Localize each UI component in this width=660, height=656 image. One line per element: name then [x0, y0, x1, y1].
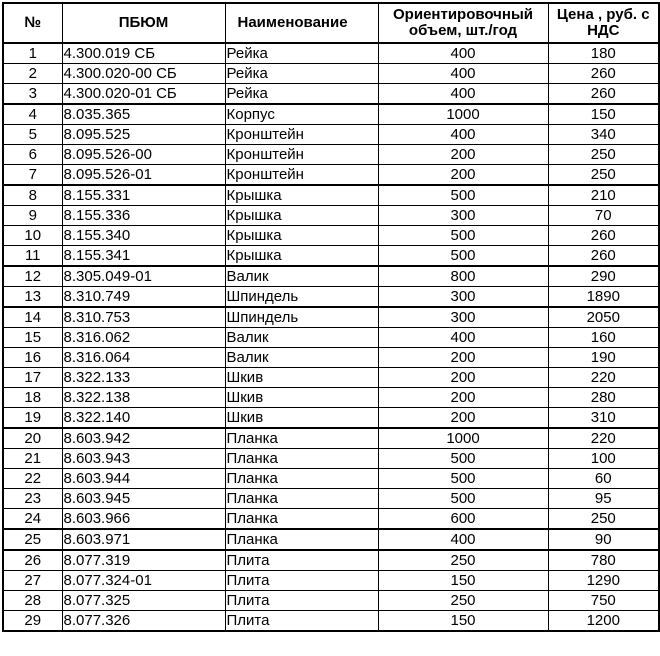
cell-code: 8.310.753	[62, 307, 225, 328]
table-header	[3, 3, 659, 43]
cell-name: Планка	[225, 469, 378, 489]
table-row	[3, 287, 659, 308]
cell-price: 95	[548, 489, 659, 509]
cell-name: Кронштейн	[225, 145, 378, 165]
cell-number: 14	[3, 307, 62, 328]
cell-price: 70	[548, 206, 659, 226]
cell-volume: 400	[378, 64, 548, 84]
cell-number: 26	[3, 550, 62, 571]
table-row	[3, 368, 659, 388]
cell-number: 24	[3, 509, 62, 530]
cell-code: 8.035.365	[62, 104, 225, 125]
table-row	[3, 550, 659, 571]
cell-volume: 200	[378, 408, 548, 429]
cell-code: 8.077.326	[62, 611, 225, 632]
cell-name: Кронштейн	[225, 165, 378, 186]
cell-code: 8.155.340	[62, 226, 225, 246]
cell-volume: 500	[378, 226, 548, 246]
table-row	[3, 489, 659, 509]
cell-code: 8.077.324-01	[62, 571, 225, 591]
cell-number: 15	[3, 328, 62, 348]
cell-name: Плита	[225, 550, 378, 571]
cell-volume: 1000	[378, 428, 548, 449]
table-row	[3, 328, 659, 348]
cell-volume: 400	[378, 328, 548, 348]
cell-code: 8.077.325	[62, 591, 225, 611]
table-row	[3, 64, 659, 84]
cell-number: 5	[3, 125, 62, 145]
cell-number: 16	[3, 348, 62, 368]
cell-volume: 400	[378, 84, 548, 105]
cell-price: 60	[548, 469, 659, 489]
cell-volume: 1000	[378, 104, 548, 125]
cell-number: 8	[3, 185, 62, 206]
table-row	[3, 84, 659, 105]
cell-volume: 400	[378, 529, 548, 550]
table-row	[3, 185, 659, 206]
cell-name: Валик	[225, 348, 378, 368]
cell-code: 8.155.331	[62, 185, 225, 206]
cell-price: 250	[548, 165, 659, 186]
cell-number: 12	[3, 266, 62, 287]
cell-number: 25	[3, 529, 62, 550]
cell-number: 22	[3, 469, 62, 489]
cell-price: 750	[548, 591, 659, 611]
cell-name: Планка	[225, 489, 378, 509]
table-row	[3, 104, 659, 125]
cell-volume: 600	[378, 509, 548, 530]
cell-name: Шкив	[225, 408, 378, 429]
cell-price: 260	[548, 246, 659, 267]
cell-price: 290	[548, 266, 659, 287]
cell-name: Шпиндель	[225, 307, 378, 328]
table-row	[3, 529, 659, 550]
cell-code: 8.316.062	[62, 328, 225, 348]
table-row	[3, 125, 659, 145]
cell-name: Рейка	[225, 84, 378, 105]
cell-code: 4.300.020-00 СБ	[62, 64, 225, 84]
cell-volume: 200	[378, 145, 548, 165]
price-table	[2, 2, 660, 632]
cell-price: 340	[548, 125, 659, 145]
cell-code: 8.603.971	[62, 529, 225, 550]
cell-code: 8.095.526-00	[62, 145, 225, 165]
table-row	[3, 307, 659, 328]
cell-code: 8.322.133	[62, 368, 225, 388]
cell-name: Шкив	[225, 368, 378, 388]
table-row	[3, 408, 659, 429]
cell-name: Кронштейн	[225, 125, 378, 145]
cell-code: 4.300.019 СБ	[62, 43, 225, 64]
cell-price: 310	[548, 408, 659, 429]
cell-price: 780	[548, 550, 659, 571]
table-row	[3, 591, 659, 611]
cell-price: 160	[548, 328, 659, 348]
cell-volume: 250	[378, 550, 548, 571]
cell-volume: 400	[378, 125, 548, 145]
cell-price: 220	[548, 368, 659, 388]
cell-volume: 200	[378, 165, 548, 186]
cell-price: 90	[548, 529, 659, 550]
cell-number: 2	[3, 64, 62, 84]
cell-volume: 500	[378, 185, 548, 206]
cell-price: 220	[548, 428, 659, 449]
cell-number: 1	[3, 43, 62, 64]
cell-code: 8.603.943	[62, 449, 225, 469]
table-row	[3, 226, 659, 246]
table-row	[3, 469, 659, 489]
table-row	[3, 246, 659, 267]
cell-price: 180	[548, 43, 659, 64]
cell-code: 8.316.064	[62, 348, 225, 368]
cell-number: 3	[3, 84, 62, 105]
cell-code: 8.095.525	[62, 125, 225, 145]
cell-name: Крышка	[225, 246, 378, 267]
cell-volume: 150	[378, 611, 548, 632]
cell-code: 8.155.341	[62, 246, 225, 267]
cell-volume: 250	[378, 591, 548, 611]
header-code: ПБЮМ	[62, 3, 225, 43]
cell-number: 21	[3, 449, 62, 469]
cell-code: 8.322.138	[62, 388, 225, 408]
table-body	[3, 43, 659, 631]
header-price: Цена , руб. с НДС	[548, 3, 659, 43]
table-row	[3, 266, 659, 287]
cell-code: 8.077.319	[62, 550, 225, 571]
cell-number: 9	[3, 206, 62, 226]
cell-number: 11	[3, 246, 62, 267]
cell-code: 4.300.020-01 СБ	[62, 84, 225, 105]
cell-price: 150	[548, 104, 659, 125]
cell-number: 19	[3, 408, 62, 429]
header-name: Наименование	[225, 3, 378, 43]
cell-name: Крышка	[225, 206, 378, 226]
cell-volume: 500	[378, 469, 548, 489]
cell-number: 10	[3, 226, 62, 246]
cell-name: Плита	[225, 611, 378, 632]
cell-name: Крышка	[225, 226, 378, 246]
table-row	[3, 449, 659, 469]
cell-name: Плита	[225, 591, 378, 611]
cell-number: 18	[3, 388, 62, 408]
cell-name: Планка	[225, 509, 378, 530]
cell-name: Планка	[225, 428, 378, 449]
cell-number: 23	[3, 489, 62, 509]
header-row	[3, 3, 659, 43]
cell-volume: 400	[378, 43, 548, 64]
cell-price: 250	[548, 145, 659, 165]
header-volume: Ориентировочный объем, шт./год	[378, 3, 548, 43]
cell-price: 1200	[548, 611, 659, 632]
cell-name: Планка	[225, 449, 378, 469]
cell-price: 2050	[548, 307, 659, 328]
cell-code: 8.603.944	[62, 469, 225, 489]
cell-number: 27	[3, 571, 62, 591]
cell-volume: 300	[378, 206, 548, 226]
cell-name: Валик	[225, 328, 378, 348]
cell-price: 260	[548, 84, 659, 105]
cell-number: 17	[3, 368, 62, 388]
cell-code: 8.603.942	[62, 428, 225, 449]
cell-price: 100	[548, 449, 659, 469]
cell-name: Рейка	[225, 64, 378, 84]
cell-price: 260	[548, 64, 659, 84]
cell-code: 8.603.966	[62, 509, 225, 530]
cell-name: Крышка	[225, 185, 378, 206]
table-row	[3, 348, 659, 368]
cell-name: Валик	[225, 266, 378, 287]
table-row	[3, 509, 659, 530]
cell-code: 8.603.945	[62, 489, 225, 509]
cell-number: 4	[3, 104, 62, 125]
cell-price: 210	[548, 185, 659, 206]
cell-name: Шкив	[225, 388, 378, 408]
cell-volume: 200	[378, 388, 548, 408]
cell-code: 8.155.336	[62, 206, 225, 226]
table-row	[3, 611, 659, 632]
cell-number: 28	[3, 591, 62, 611]
table-row	[3, 145, 659, 165]
cell-volume: 200	[378, 368, 548, 388]
cell-name: Шпиндель	[225, 287, 378, 308]
table-row	[3, 206, 659, 226]
cell-number: 29	[3, 611, 62, 632]
table-row	[3, 165, 659, 186]
cell-volume: 500	[378, 246, 548, 267]
cell-price: 250	[548, 509, 659, 530]
cell-code: 8.310.749	[62, 287, 225, 308]
cell-volume: 200	[378, 348, 548, 368]
cell-code: 8.095.526-01	[62, 165, 225, 186]
cell-number: 20	[3, 428, 62, 449]
cell-volume: 500	[378, 449, 548, 469]
cell-number: 13	[3, 287, 62, 308]
cell-number: 7	[3, 165, 62, 186]
cell-price: 190	[548, 348, 659, 368]
cell-name: Планка	[225, 529, 378, 550]
table-row	[3, 43, 659, 64]
cell-volume: 300	[378, 287, 548, 308]
cell-volume: 500	[378, 489, 548, 509]
cell-price: 1890	[548, 287, 659, 308]
cell-volume: 150	[378, 571, 548, 591]
cell-price: 1290	[548, 571, 659, 591]
table-row	[3, 388, 659, 408]
cell-code: 8.322.140	[62, 408, 225, 429]
cell-name: Рейка	[225, 43, 378, 64]
cell-name: Корпус	[225, 104, 378, 125]
table-row	[3, 571, 659, 591]
cell-price: 280	[548, 388, 659, 408]
cell-code: 8.305.049-01	[62, 266, 225, 287]
cell-name: Плита	[225, 571, 378, 591]
cell-number: 6	[3, 145, 62, 165]
header-number: №	[3, 3, 62, 43]
table-row	[3, 428, 659, 449]
cell-volume: 800	[378, 266, 548, 287]
cell-price: 260	[548, 226, 659, 246]
cell-volume: 300	[378, 307, 548, 328]
